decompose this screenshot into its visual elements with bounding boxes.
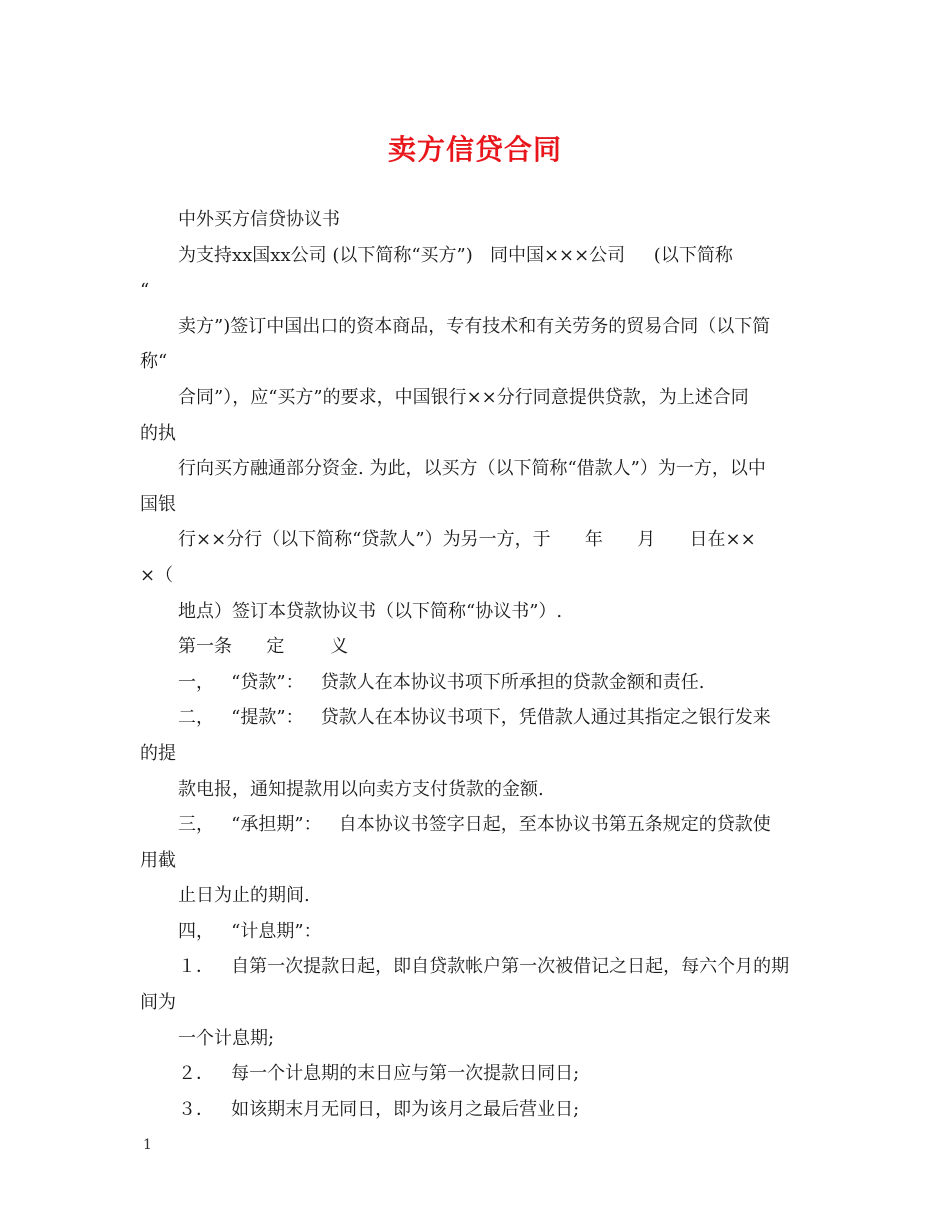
document-body (140, 202, 812, 1127)
paragraph-line: １． 自第一次提款日起，即自贷款帐户第一次被借记之日起，每六个月的期 (178, 956, 790, 978)
paragraph-line: 行××分行（以下简称“贷款人”）为另一方，于 年 月 日在×× (178, 529, 756, 551)
paragraph-line: ２． 每一个计息期的末日应与第一次提款日同日; (178, 1063, 580, 1085)
paragraph-line: ３． 如该期末月无同日，即为该月之最后营业日; (178, 1098, 580, 1120)
paragraph-line: 称“ (140, 351, 168, 373)
paragraph-line: 行向买方融通部分资金. 为此，以买方（以下简称“借款人”）为一方，以中 (178, 458, 766, 480)
paragraph-line: 一个计息期; (178, 1027, 275, 1049)
paragraph-line: 三， “承担期”： 自本协议书签字日起，至本协议书第五条规定的贷款使 (178, 814, 771, 836)
paragraph-line: 的提 (140, 742, 176, 764)
paragraph-line: 的执 (140, 422, 176, 444)
paragraph-line: 款电报，通知提款用以向卖方支付货款的金额. (178, 778, 544, 800)
paragraph-line: 止日为止的期间. (178, 885, 310, 907)
paragraph-line: 地点）签订本贷款协议书（以下简称“协议书”）. (178, 600, 563, 622)
document-title: 卖方信贷合同 (387, 133, 562, 166)
paragraph-line: 第一条 定 义 (178, 636, 349, 658)
paragraph-line: 一， “贷款”： 贷款人在本协议书项下所承担的贷款金额和责任. (178, 671, 705, 693)
paragraph-line: 为支持xx国xx公司 (以下简称“买方”) 同中国×××公司 (以下简称 (178, 244, 733, 266)
paragraph-line: 合同”），应“买方”的要求，中国银行××分行同意提供贷款，为上述合同 (178, 386, 749, 408)
paragraph-line: 二， “提款”： 贷款人在本协议书项下，凭借款人通过其指定之银行发来 (178, 707, 771, 729)
paragraph-line: 间为 (140, 992, 176, 1014)
paragraph-line: 用截 (140, 849, 176, 871)
page-number: 1 (143, 1137, 152, 1153)
paragraph-line: 国银 (140, 493, 176, 515)
paragraph-line: 中外买方信贷协议书 (178, 209, 340, 230)
paragraph-line: ×（ (140, 564, 174, 586)
paragraph-line: “ (140, 280, 150, 302)
paragraph-line: 卖方”)签订中国出口的资本商品，专有技术和有关劳务的贸易合同（以下简 (178, 315, 771, 337)
paragraph-line: 四， “计息期”： (178, 920, 322, 942)
